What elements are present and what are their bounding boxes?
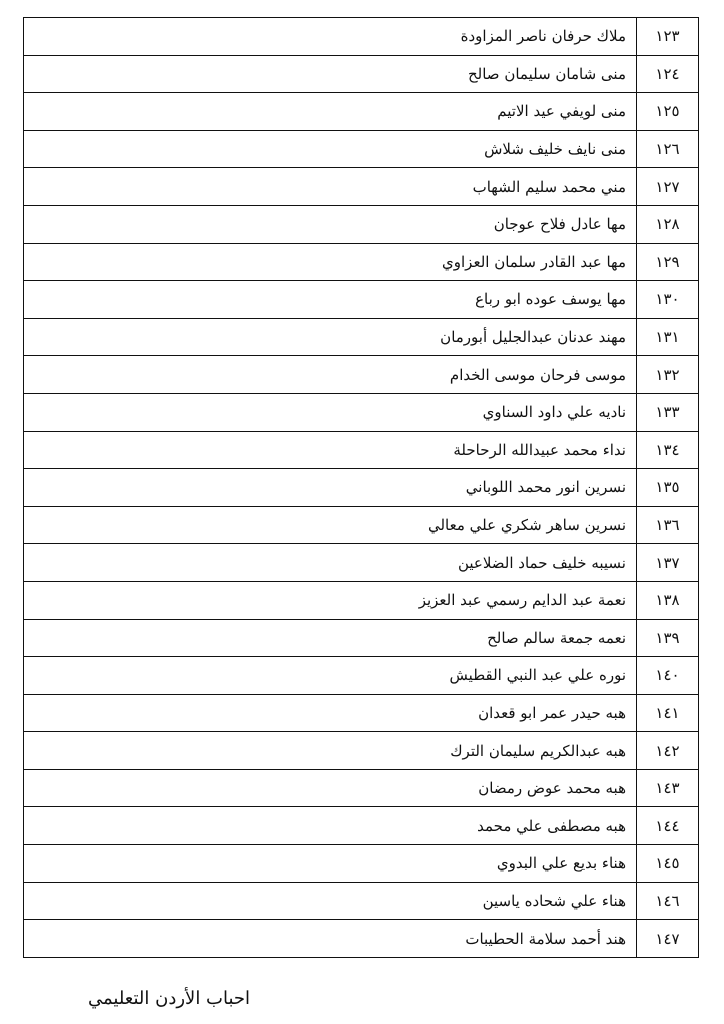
row-number: ١٢٣ [637, 18, 699, 56]
table-row [24, 393, 699, 431]
row-number: ١٢٩ [637, 243, 699, 281]
table-row [24, 281, 699, 319]
row-name: هبه عبدالكريم سليمان الترك [24, 732, 637, 770]
row-name: مها يوسف عوده ابو رباع [24, 281, 637, 319]
table-row [24, 544, 699, 582]
row-name: نعمة عبد الدايم رسمي عبد العزيز [24, 581, 637, 619]
table-row [24, 318, 699, 356]
row-number: ١٢٨ [637, 205, 699, 243]
row-number: ١٤٢ [637, 732, 699, 770]
row-name: منى نايف خليف شلاش [24, 130, 637, 168]
row-number: ١٤٣ [637, 769, 699, 807]
row-number: ١٢٧ [637, 168, 699, 206]
row-number: ١٣٨ [637, 581, 699, 619]
table-row [24, 694, 699, 732]
row-number: ١٣٣ [637, 393, 699, 431]
table-row [24, 205, 699, 243]
row-number: ١٣٠ [637, 281, 699, 319]
table-row [24, 882, 699, 920]
row-name: نسرين ساهر شكري علي معالي [24, 506, 637, 544]
table-row [24, 845, 699, 883]
row-number: ١٤٦ [637, 882, 699, 920]
table-row [24, 168, 699, 206]
row-name: نعمه جمعة سالم صالح [24, 619, 637, 657]
table-row [24, 243, 699, 281]
row-name: هناء علي شحاده ياسين [24, 882, 637, 920]
row-number: ١٣٦ [637, 506, 699, 544]
row-number: ١٤٥ [637, 845, 699, 883]
names-table-body [24, 18, 699, 958]
row-name: مني محمد سليم الشهاب [24, 168, 637, 206]
row-name: هناء بديع علي البدوي [24, 845, 637, 883]
row-number: ١٣٧ [637, 544, 699, 582]
row-name: هبه حيدر عمر ابو قعدان [24, 694, 637, 732]
row-name: هبه مصطفى علي محمد [24, 807, 637, 845]
row-name: نسيبه خليف حماد الضلاعين [24, 544, 637, 582]
table-row [24, 920, 699, 958]
row-name: نداء محمد عبيدالله الرحاحلة [24, 431, 637, 469]
row-number: ١٣٥ [637, 469, 699, 507]
row-number: ١٣٢ [637, 356, 699, 394]
row-number: ١٤٠ [637, 657, 699, 695]
row-number: ١٢٦ [637, 130, 699, 168]
row-name: منى لويفي عيد الاتيم [24, 93, 637, 131]
table-row [24, 130, 699, 168]
table-row [24, 581, 699, 619]
table-row [24, 769, 699, 807]
row-name: نوره علي عبد النبي القطيش [24, 657, 637, 695]
row-number: ١٢٤ [637, 55, 699, 93]
row-number: ١٣١ [637, 318, 699, 356]
row-name: هند أحمد سلامة الحطيبات [24, 920, 637, 958]
table-row [24, 356, 699, 394]
row-name: مها عبد القادر سلمان العزاوي [24, 243, 637, 281]
footer-watermark: احباب الأردن التعليمي [88, 988, 251, 1009]
table-row [24, 506, 699, 544]
row-name: ملاك حرفان ناصر المزاودة [24, 18, 637, 56]
row-number: ١٣٤ [637, 431, 699, 469]
row-name: منى شامان سليمان صالح [24, 55, 637, 93]
table-row [24, 18, 699, 56]
row-name: ناديه علي داود السناوي [24, 393, 637, 431]
table-row [24, 807, 699, 845]
row-name: مهند عدنان عبدالجليل أبورمان [24, 318, 637, 356]
row-name: هبه محمد عوض رمضان [24, 769, 637, 807]
row-number: ١٣٩ [637, 619, 699, 657]
table-row [24, 93, 699, 131]
table-row [24, 657, 699, 695]
row-number: ١٤٧ [637, 920, 699, 958]
row-number: ١٤٤ [637, 807, 699, 845]
row-number: ١٤١ [637, 694, 699, 732]
table-row [24, 469, 699, 507]
names-table [23, 17, 699, 958]
table-row [24, 732, 699, 770]
table-row [24, 55, 699, 93]
table-row [24, 619, 699, 657]
table-row [24, 431, 699, 469]
row-name: نسرين انور محمد اللوباني [24, 469, 637, 507]
row-number: ١٢٥ [637, 93, 699, 131]
row-name: مها عادل فلاح عوجان [24, 205, 637, 243]
row-name: موسى فرحان موسى الخدام [24, 356, 637, 394]
